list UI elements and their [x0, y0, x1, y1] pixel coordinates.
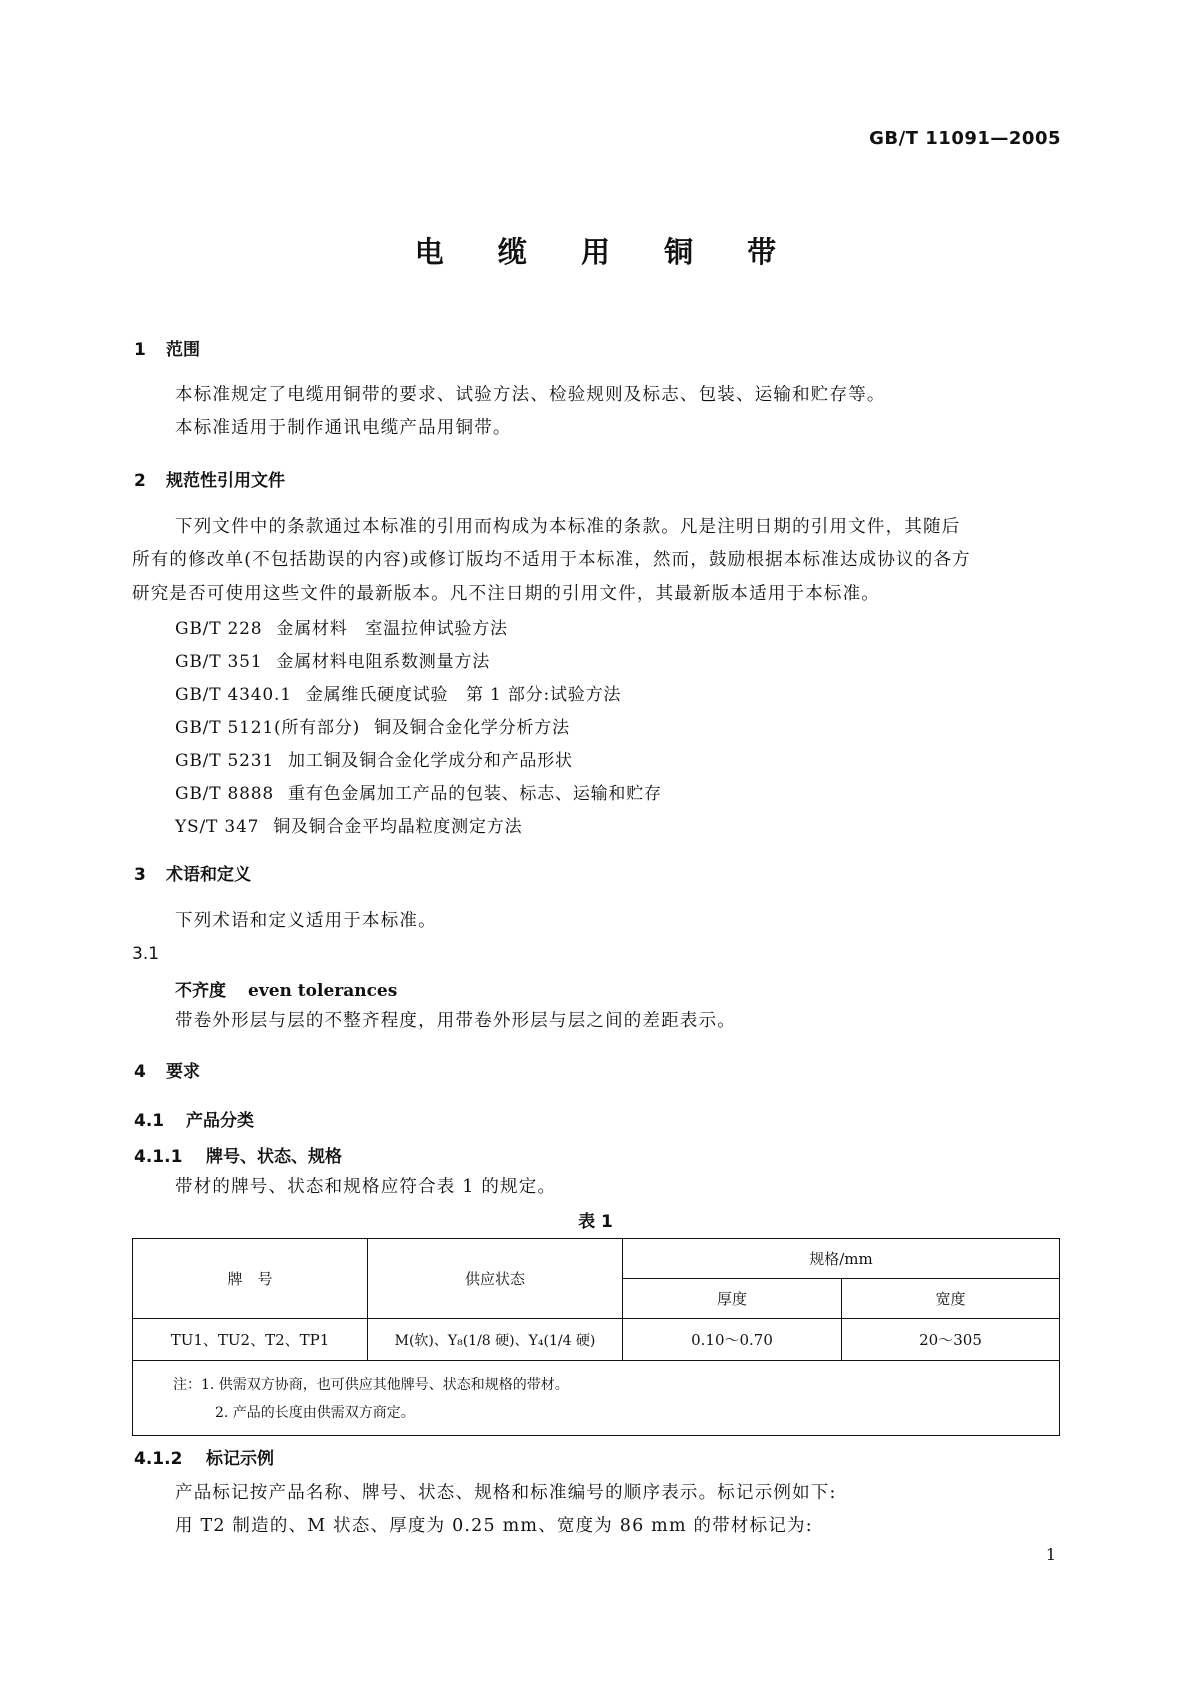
reference-item — [175, 746, 573, 771]
section-number: 2 — [134, 471, 146, 491]
document-title: 电 缆 用 铜 带 — [414, 235, 799, 269]
reference-code: GB/T 4340.1 — [175, 685, 292, 705]
table-note: 2. 产品的长度由供需双方商定。 — [215, 1405, 415, 1421]
table-row — [133, 1319, 1060, 1361]
reference-title: 重有色金属加工产品的包装、标志、运输和贮存 — [288, 784, 662, 804]
term-definition: 带卷外形层与层的不整齐程度，用带卷外形层与层之间的差距表示。 — [175, 1011, 736, 1031]
section-1-heading — [134, 335, 200, 360]
section-number: 3 — [134, 865, 146, 885]
term-entry — [175, 976, 397, 1001]
section-number: 1 — [134, 340, 146, 360]
reference-title: 金属材料电阻系数测量方法 — [276, 652, 490, 672]
table-caption: 表 1 — [578, 1212, 613, 1232]
reference-item — [175, 680, 621, 705]
reference-code: GB/T 228 — [175, 619, 263, 639]
reference-title: 加工铜及铜合金化学成分和产品形状 — [288, 751, 573, 771]
page-number: 1 — [1045, 1545, 1056, 1564]
header-thickness: 厚度 — [623, 1279, 842, 1319]
header-grade: 牌 号 — [133, 1239, 368, 1319]
reference-title: 金属维氏硬度试验 第 1 部分:试验方法 — [305, 685, 622, 705]
section-title: 术语和定义 — [166, 865, 251, 885]
reference-code: GB/T 351 — [175, 652, 263, 672]
reference-title: 金属材料 室温拉伸试验方法 — [276, 619, 508, 639]
term-chinese: 不齐度 — [175, 981, 226, 1001]
clause-number: 3.1 — [132, 944, 160, 964]
reference-title: 铜及铜合金化学分析方法 — [374, 718, 570, 738]
paragraph-line: 产品标记按产品名称、牌号、状态、规格和标准编号的顺序表示。标记示例如下: — [175, 1483, 837, 1503]
table-notes — [133, 1361, 1060, 1436]
reference-item — [175, 647, 490, 672]
section-title: 标记示例 — [206, 1449, 274, 1469]
cell-temper: M(软)、Y₈(1/8 硬)、Y₄(1/4 硬) — [368, 1319, 623, 1361]
section-4-heading — [134, 1057, 200, 1082]
reference-item — [175, 812, 522, 837]
reference-code: GB/T 5121(所有部分) — [175, 718, 361, 738]
reference-title: 铜及铜合金平均晶粒度测定方法 — [273, 817, 523, 837]
subsection-4-1-heading — [134, 1106, 254, 1131]
subsection-4-1-1-heading — [134, 1142, 342, 1167]
section-title: 规范性引用文件 — [166, 471, 285, 491]
paragraph: 带材的牌号、状态和规格应符合表 1 的规定。 — [175, 1177, 557, 1197]
standard-number: GB/T 11091—2005 — [869, 128, 1061, 149]
header-spec: 规格/mm — [623, 1239, 1060, 1279]
reference-item — [175, 614, 508, 639]
section-title: 要求 — [166, 1062, 200, 1082]
paragraph-line: 用 T2 制造的、M 状态、厚度为 0.25 mm、宽度为 86 mm 的带材标记为: — [175, 1516, 813, 1536]
section-title: 范围 — [166, 340, 200, 360]
reference-item — [175, 779, 662, 804]
section-number: 4.1.2 — [134, 1449, 183, 1469]
header-width: 宽度 — [842, 1279, 1060, 1319]
header-temper: 供应状态 — [368, 1239, 623, 1319]
section-title: 产品分类 — [186, 1111, 254, 1131]
term-english: even tolerances — [248, 981, 398, 1001]
paragraph-line: 下列文件中的条款通过本标准的引用而构成为本标准的条款。凡是注明日期的引用文件，其随后 — [175, 517, 961, 537]
table-note: 注：1. 供需双方协商，也可供应其他牌号、状态和规格的带材。 — [173, 1377, 569, 1393]
spec-table — [132, 1238, 1060, 1436]
reference-item — [175, 713, 570, 738]
section-number: 4.1.1 — [134, 1147, 183, 1167]
cell-grade: TU1、TU2、T2、TP1 — [133, 1319, 368, 1361]
section-number: 4.1 — [134, 1111, 165, 1131]
reference-code: GB/T 8888 — [175, 784, 275, 804]
reference-code: GB/T 5231 — [175, 751, 275, 771]
paragraph-line: 所有的修改单(不包括勘误的内容)或修订版均不适用于本标准，然而，鼓励根据本标准达成协议的各方 — [132, 550, 971, 570]
reference-code: YS/T 347 — [175, 817, 260, 837]
paragraph: 下列术语和定义适用于本标准。 — [175, 911, 437, 931]
section-3-heading — [134, 860, 251, 885]
cell-thickness: 0.10～0.70 — [623, 1319, 842, 1361]
section-2-heading — [134, 466, 285, 491]
section-title: 牌号、状态、规格 — [206, 1147, 342, 1167]
paragraph-line: 研究是否可使用这些文件的最新版本。凡不注日期的引用文件，其最新版本适用于本标准。 — [132, 584, 880, 604]
section-number: 4 — [134, 1062, 146, 1082]
cell-width: 20～305 — [842, 1319, 1060, 1361]
subsection-4-1-2-heading — [134, 1444, 274, 1469]
paragraph: 本标准适用于制作通讯电缆产品用铜带。 — [175, 418, 512, 438]
paragraph: 本标准规定了电缆用铜带的要求、试验方法、检验规则及标志、包装、运输和贮存等。 — [175, 385, 886, 405]
